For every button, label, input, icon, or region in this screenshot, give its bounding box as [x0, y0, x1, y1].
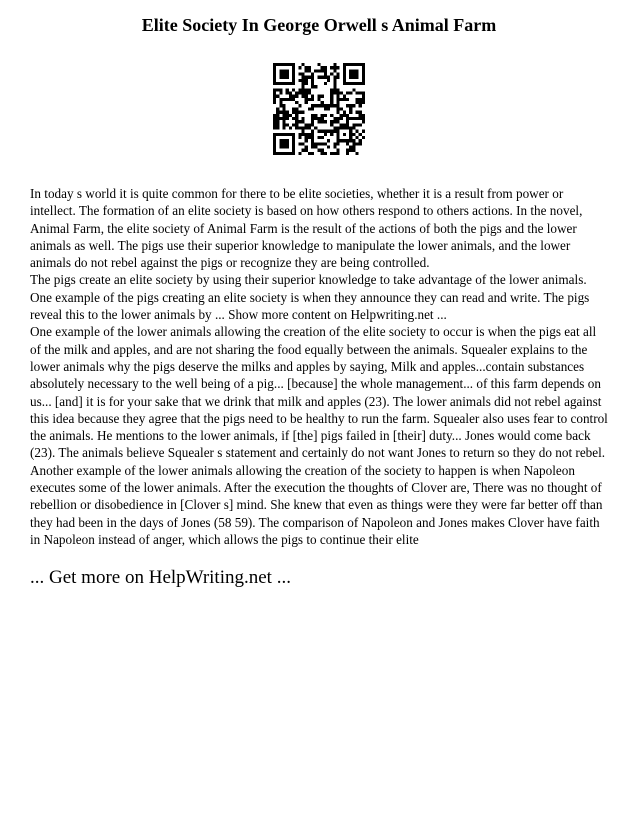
paragraph-2: The pigs create an elite society by using their superior knowledge to take advantage of the lower animals. One example of the pigs creating an elite society is when they announce they can read and write. The pigs reveal this to the lower animals by ... Show more content on Helpwriting.net ...: [30, 272, 590, 323]
essay-body: [30, 185, 610, 548]
paragraph-1: In today s world it is quite common for there to be elite societies, whether it is a result from power or intellect. The formation of an elite society is based on how others respond to others actions. In the novel, Animal Farm, the elite society of Animal Farm is the result of the actions of both the pigs and the lower animals as well. The pigs use their superior knowledge to manipulate the lower animals, and the lower animals do not rebel against the pigs or recognize they are being controlled.: [30, 186, 583, 271]
get-more-link[interactable]: ... Get more on HelpWriting.net ...: [30, 567, 291, 588]
document-title: Elite Society In George Orwell s Animal Farm: [141, 15, 497, 35]
qr-code-icon: [273, 63, 365, 155]
paragraph-3: One example of the lower animals allowing the creation of the elite society to occur is when the pigs eat all of the milk and apples, and are not sharing the food equally between the animals. Squealer explains to the lower animals why the pigs deserve the milks and apples by saying, Milk and apples...contain substances absolutely necessary to the well being of a pig... [because] the whole management... of this farm depends on us... [and] it is for your sake that we drink that milk and apples (23). The lower animals did not rebel against this idea because they agree that the pigs need to be healthy to run the farm. Squealer also uses fear to control the animals. He mentions to the lower animals, if [the] pigs failed in [their] duty... Jones would come back (23). The animals believe Squealer s statement and certainly do not want Jones to return so they do not rebel. Another example of the lower animals allowing the creation of the society to happen is when Napoleon executes some of the lower animals. After the execution the thoughts of Clover are, There was no thought of rebellion or disobedience in [Clover s] mind. She knew that even as things were they were far better off than they had been in the days of Jones (58 59). The comparison of Napoleon and Jones makes Clover have faith in Napoleon instead of anger, which allows the pigs to continue their elite: [30, 324, 608, 547]
